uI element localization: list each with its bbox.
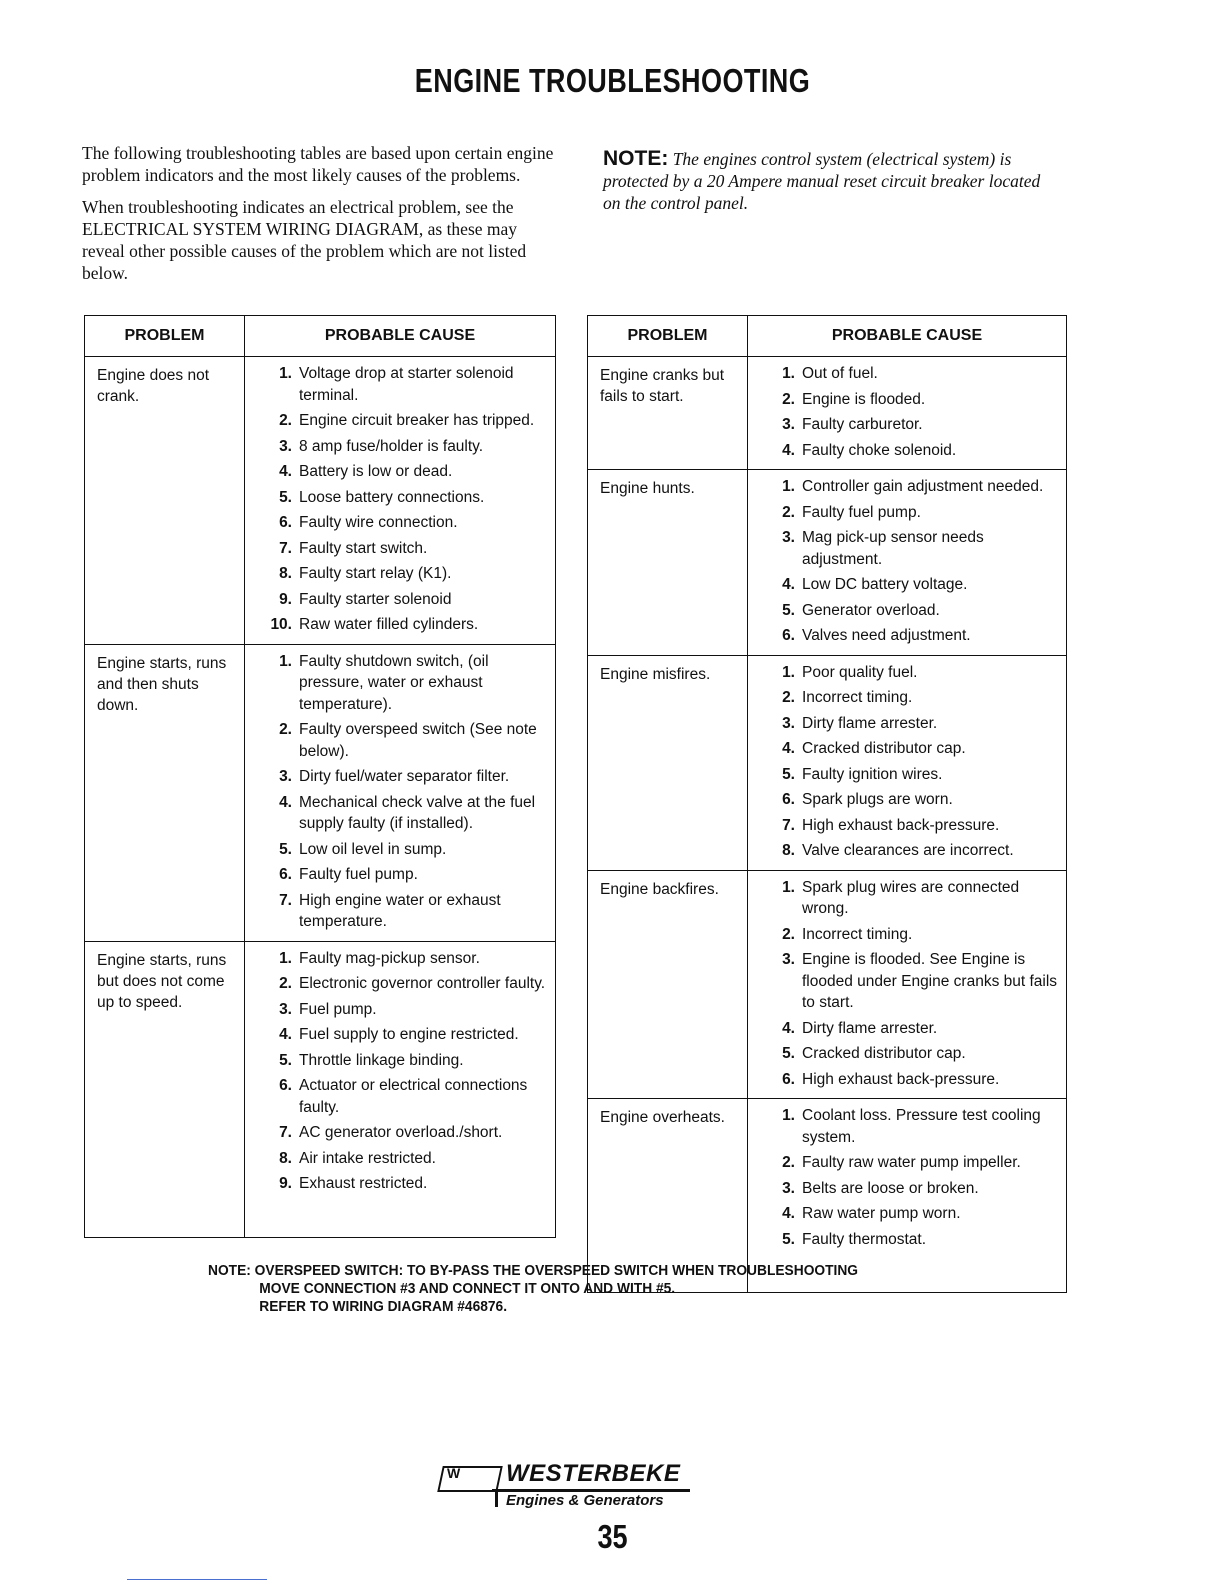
cause-number: 7.	[782, 816, 795, 834]
problem-cell: Engine cranks but fails to start.	[588, 357, 748, 470]
cause-number: 10.	[270, 616, 292, 633]
cause-text: Dirty flame arrester.	[802, 1019, 938, 1037]
cause-text: Cracked distributor cap.	[802, 740, 966, 757]
note-text: The engines control system (electrical system) is protected by a 20 Ampere manual reset circuit breaker located on the control panel.	[603, 149, 1041, 213]
logo-brand: WESTERBEKE	[506, 1460, 681, 1487]
cause-cell	[748, 655, 1067, 870]
note-label: NOTE:	[603, 147, 669, 170]
cause-number: 6.	[782, 627, 795, 644]
cause-number: 2.	[279, 721, 292, 738]
table-row	[85, 644, 556, 941]
cause-number: 4.	[279, 1026, 292, 1043]
cause-number: 3.	[279, 1000, 292, 1018]
intro-paragraph: The following troubleshooting tables are based upon certain engine problem indicators and the most likely causes of the problems.	[82, 143, 554, 185]
cause-number: 3.	[279, 437, 292, 455]
cause-text: Faulty choke solenoid.	[802, 441, 957, 459]
cause-text: High exhaust back-pressure.	[802, 1070, 1000, 1088]
list-item	[245, 563, 551, 585]
cause-text: Dirty fuel/water separator filter.	[299, 768, 510, 785]
list-item	[245, 1075, 551, 1118]
cause-text: Mag pick-up sensor needs adjustment.	[802, 529, 984, 568]
list-item	[748, 815, 1062, 837]
cause-text: Dirty flame arrester.	[802, 714, 938, 732]
cause-text: Actuator or electrical connections faulty.	[299, 1077, 528, 1116]
list-item	[245, 999, 551, 1021]
cause-cell	[748, 357, 1067, 470]
header-problem: PROBLEM	[85, 316, 245, 357]
cause-number: 9.	[279, 590, 292, 608]
cause-list	[748, 363, 1062, 461]
cause-text: 8 amp fuse/holder is faulty.	[299, 437, 484, 455]
page-title: ENGINE TROUBLESHOOTING	[414, 62, 811, 99]
list-item	[245, 766, 551, 788]
table-row	[85, 357, 556, 645]
cause-text: Faulty mag-pickup sensor.	[299, 949, 480, 967]
cause-number: 2.	[782, 1154, 795, 1171]
cause-number: 5.	[279, 1051, 292, 1069]
list-item	[748, 527, 1062, 570]
list-item	[748, 1178, 1062, 1200]
cause-text: Cracked distributor cap.	[802, 1045, 966, 1062]
cause-number: 2.	[782, 689, 795, 706]
cause-text: Spark plug wires are connected wrong.	[802, 878, 1020, 917]
cause-text: Raw water filled cylinders.	[299, 616, 479, 633]
logo-mark-icon: W	[447, 1465, 461, 1481]
cause-text: Faulty overspeed switch (See note below).	[299, 721, 537, 760]
list-item	[245, 651, 551, 716]
list-item	[748, 440, 1062, 462]
list-item	[748, 502, 1062, 524]
cause-number: 4.	[782, 740, 795, 757]
cause-text: Exhaust restricted.	[299, 1175, 428, 1192]
list-item	[245, 839, 551, 861]
cause-text: Raw water pump worn.	[802, 1205, 961, 1222]
cause-text: Air intake restricted.	[299, 1149, 436, 1167]
cause-number: 1.	[782, 663, 795, 681]
cause-text: Faulty carburetor.	[802, 416, 923, 433]
list-item	[245, 512, 551, 534]
cause-list	[245, 948, 551, 1195]
cause-number: 7.	[279, 891, 292, 909]
list-item	[748, 924, 1062, 946]
spacer-cell	[245, 1203, 556, 1238]
cause-text: AC generator overload./short.	[299, 1124, 503, 1141]
cause-text: Coolant loss. Pressure test cooling system.	[802, 1107, 1041, 1146]
intro-paragraph: When troubleshooting indicates an electrical problem, see the ELECTRICAL SYSTEM WIRING DIAGRAM, as these may reveal other possible causes of the problem which are not listed below.	[82, 197, 527, 283]
cause-number: 5.	[782, 1045, 795, 1062]
list-item	[245, 1122, 551, 1144]
cause-list	[748, 877, 1062, 1091]
cause-text: Faulty shutdown switch, (oil pressure, water or exhaust temperature).	[299, 652, 489, 713]
list-item	[748, 414, 1062, 436]
list-item	[748, 662, 1062, 684]
cause-number: 2.	[782, 503, 795, 521]
cause-cell	[245, 644, 556, 941]
note-line: OVERSPEED SWITCH: TO BY-PASS THE OVERSPEED SWITCH WHEN TROUBLESHOOTING	[254, 1263, 859, 1279]
cause-number: 6.	[279, 1077, 292, 1094]
cause-text: Faulty thermostat.	[802, 1230, 927, 1248]
cause-text: Loose battery connections.	[299, 488, 485, 506]
cause-number: 2.	[782, 925, 795, 943]
problem-cell: Engine hunts.	[588, 470, 748, 656]
cause-number: 5.	[279, 840, 292, 858]
cause-number: 2.	[782, 390, 795, 408]
list-item	[245, 864, 551, 886]
cause-number: 5.	[782, 601, 795, 619]
list-item	[245, 948, 551, 970]
cause-text: Voltage drop at starter solenoid terminal.	[299, 365, 514, 404]
list-item	[245, 1024, 551, 1046]
list-item	[245, 487, 551, 509]
list-item	[748, 789, 1062, 811]
cause-text: Fuel pump.	[299, 1000, 377, 1018]
cause-text: Generator overload.	[802, 601, 940, 619]
list-item	[748, 877, 1062, 920]
page-number: 35	[597, 1518, 628, 1555]
cause-text: Faulty wire connection.	[299, 514, 458, 531]
cause-text: Faulty start relay (K1).	[299, 565, 452, 582]
cause-text: Valve clearances are incorrect.	[802, 842, 1014, 859]
cause-cell	[748, 870, 1067, 1099]
cause-cell	[245, 357, 556, 645]
cause-text: Mechanical check valve at the fuel supply faulty (if installed).	[299, 793, 536, 832]
cause-text: Low oil level in sump.	[299, 840, 447, 858]
table-row	[588, 357, 1067, 470]
troubleshooting-table-right	[587, 315, 1067, 1293]
list-item	[245, 973, 551, 995]
problem-cell: Engine starts, runs but does not come up to speed.	[85, 941, 245, 1203]
cause-text: Incorrect timing.	[802, 925, 913, 943]
list-item	[245, 538, 551, 560]
list-item	[245, 719, 551, 762]
list-item	[245, 890, 551, 933]
cause-number: 1.	[279, 365, 292, 382]
cause-text: Battery is low or dead.	[299, 463, 453, 480]
list-item	[245, 1050, 551, 1072]
cause-text: Throttle linkage binding.	[299, 1051, 464, 1069]
cause-number: 5.	[782, 765, 795, 783]
westerbeke-logo	[440, 1462, 720, 1522]
cause-text: Engine is flooded.	[802, 390, 926, 408]
problem-cell: Engine overheats.	[588, 1099, 748, 1259]
cause-list	[245, 651, 551, 933]
cause-number: 4.	[782, 1205, 795, 1222]
cause-number: 5.	[279, 488, 292, 506]
cause-text: Faulty starter solenoid	[299, 590, 452, 608]
list-item	[748, 949, 1062, 1014]
list-item	[245, 436, 551, 458]
list-item	[748, 687, 1062, 709]
cause-text: Controller gain adjustment needed.	[802, 478, 1044, 495]
cause-number: 3.	[279, 768, 292, 785]
cause-text: High engine water or exhaust temperature.	[299, 891, 501, 930]
list-item	[748, 1105, 1062, 1148]
cause-number: 1.	[782, 1107, 795, 1124]
cause-cell	[748, 1099, 1067, 1259]
cause-number: 7.	[279, 1124, 292, 1141]
cause-text: Faulty ignition wires.	[802, 765, 943, 783]
list-item	[245, 589, 551, 611]
list-item	[245, 614, 551, 636]
cause-number: 3.	[782, 416, 795, 433]
cause-number: 6.	[782, 1070, 795, 1088]
list-item	[748, 1152, 1062, 1174]
list-item	[748, 600, 1062, 622]
troubleshooting-table-left	[84, 315, 556, 1238]
cause-cell	[245, 941, 556, 1203]
cause-text: Poor quality fuel.	[802, 663, 918, 681]
cause-number: 8.	[782, 842, 795, 859]
list-item	[748, 625, 1062, 647]
cause-number: 4.	[782, 1019, 795, 1037]
cause-number: 6.	[279, 866, 292, 883]
list-item	[748, 1043, 1062, 1065]
cause-number: 6.	[782, 791, 795, 808]
cause-text: Faulty start switch.	[299, 539, 428, 557]
list-item	[748, 1018, 1062, 1040]
cause-text: Incorrect timing.	[802, 689, 913, 706]
intro-text	[82, 142, 562, 294]
note-line: MOVE CONNECTION #3 AND CONNECT IT ONTO AND WITH #5.	[259, 1281, 676, 1297]
cause-number: 8.	[279, 1149, 292, 1167]
header-probable-cause: PROBABLE CAUSE	[245, 316, 556, 357]
cause-text: Out of fuel.	[802, 365, 878, 382]
cause-number: 4.	[782, 441, 795, 459]
cause-list	[748, 476, 1062, 647]
problem-cell: Engine misfires.	[588, 655, 748, 870]
note-label: NOTE:	[208, 1263, 251, 1279]
cause-number: 5.	[782, 1230, 795, 1248]
footer-rule	[127, 1579, 267, 1580]
problem-cell: Engine starts, runs and then shuts down.	[85, 644, 245, 941]
cause-text: Faulty fuel pump.	[299, 866, 418, 883]
cause-number: 8.	[279, 565, 292, 582]
cause-number: 1.	[782, 878, 795, 896]
cause-text: Spark plugs are worn.	[802, 791, 953, 808]
list-item	[748, 363, 1062, 385]
cause-number: 9.	[279, 1175, 292, 1192]
list-item	[245, 410, 551, 432]
list-item	[245, 792, 551, 835]
logo-tagline: Engines & Generators	[506, 1492, 664, 1509]
cause-text: Belts are loose or broken.	[802, 1179, 979, 1197]
cause-text: Valves need adjustment.	[802, 627, 971, 644]
cause-text: Electronic governor controller faulty.	[299, 975, 546, 992]
cause-number: 3.	[782, 1179, 795, 1197]
cause-number: 7.	[279, 539, 292, 557]
cause-number: 6.	[279, 514, 292, 531]
problem-cell: Engine backfires.	[588, 870, 748, 1099]
problem-cell: Engine does not crank.	[85, 357, 245, 645]
overspeed-note	[208, 1262, 858, 1316]
cause-number: 3.	[782, 951, 795, 968]
table-row	[588, 870, 1067, 1099]
cause-text: Faulty raw water pump impeller.	[802, 1154, 1021, 1171]
list-item	[245, 461, 551, 483]
list-item	[748, 840, 1062, 862]
header-problem: PROBLEM	[588, 316, 748, 357]
cause-text: High exhaust back-pressure.	[802, 816, 1000, 834]
cause-number: 2.	[279, 412, 292, 429]
cause-list	[245, 363, 551, 636]
cause-number: 3.	[782, 529, 795, 546]
cause-cell	[748, 470, 1067, 656]
list-item	[748, 1203, 1062, 1225]
list-item	[748, 476, 1062, 498]
cause-list	[748, 662, 1062, 862]
control-system-note	[603, 148, 1053, 214]
spacer-cell	[85, 1203, 245, 1238]
list-item	[748, 574, 1062, 596]
cause-number: 1.	[279, 652, 292, 670]
header-probable-cause: PROBABLE CAUSE	[748, 316, 1067, 357]
list-item	[245, 363, 551, 406]
logo-bar	[495, 1489, 498, 1507]
cause-number: 3.	[782, 714, 795, 732]
table-row	[588, 655, 1067, 870]
list-item	[748, 1069, 1062, 1091]
table-spacer-row	[85, 1203, 556, 1238]
list-item	[748, 713, 1062, 735]
table-row	[588, 1099, 1067, 1259]
cause-text: Engine circuit breaker has tripped.	[299, 412, 535, 429]
cause-number: 1.	[782, 478, 795, 495]
note-line: REFER TO WIRING DIAGRAM #46876.	[259, 1299, 508, 1315]
list-item	[748, 738, 1062, 760]
cause-number: 2.	[279, 975, 292, 992]
cause-list	[748, 1105, 1062, 1250]
table-row	[85, 941, 556, 1203]
list-item	[245, 1148, 551, 1170]
table-row	[588, 470, 1067, 656]
cause-number: 1.	[782, 365, 795, 382]
list-item	[748, 764, 1062, 786]
cause-number: 4.	[782, 576, 795, 593]
list-item	[748, 389, 1062, 411]
cause-number: 4.	[279, 793, 292, 811]
cause-text: Engine is flooded. See Engine is flooded under Engine cranks but fails to start.	[802, 951, 1058, 1011]
cause-number: 4.	[279, 463, 292, 480]
cause-text: Faulty fuel pump.	[802, 503, 921, 521]
cause-text: Fuel supply to engine restricted.	[299, 1026, 519, 1043]
cause-text: Low DC battery voltage.	[802, 576, 968, 593]
list-item	[245, 1173, 551, 1195]
list-item	[748, 1229, 1062, 1251]
cause-number: 1.	[279, 949, 292, 967]
